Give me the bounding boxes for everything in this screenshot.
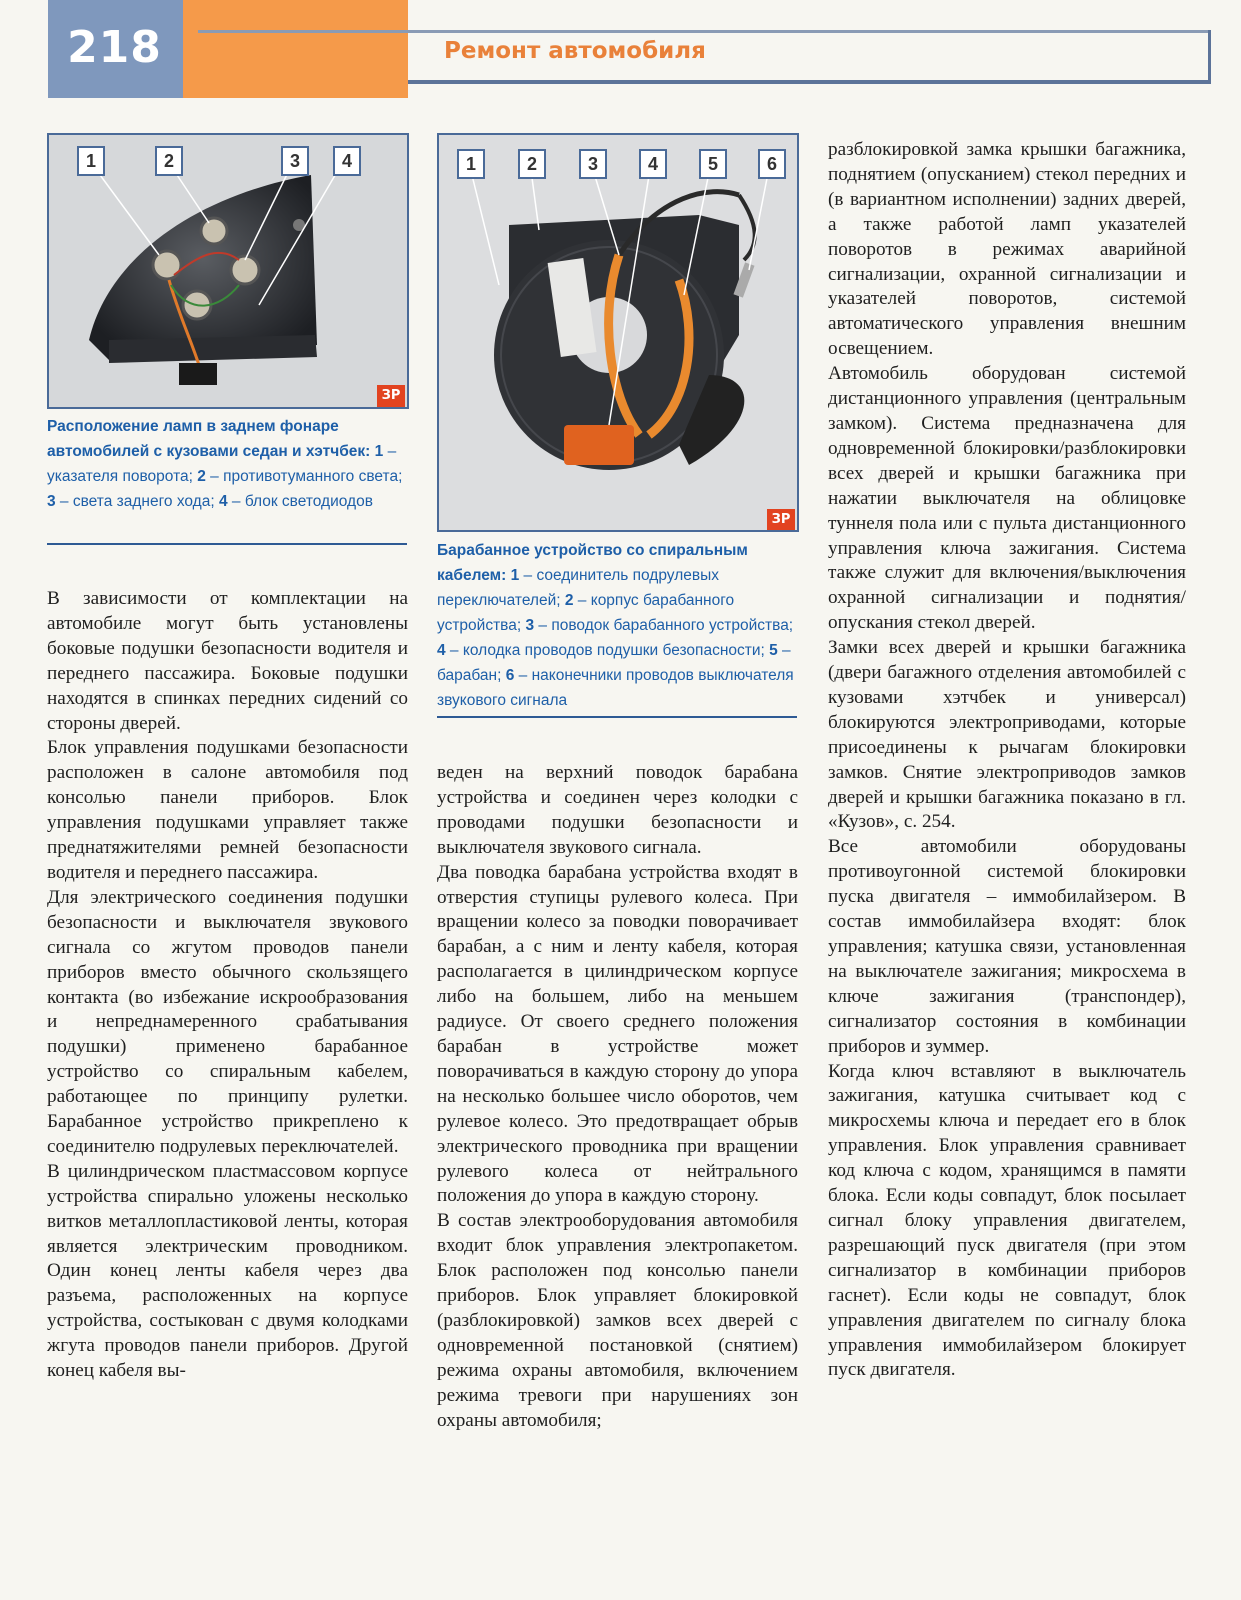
caption-title: Барабанное устройство со спиральным кабелем: — [437, 542, 748, 584]
paragraph: В состав электрооборудования автомобиля входит блок управления электропакетом. Блок расположен под консолью панели приборов. Блок управляет блокировкой (разблокировкой) замков всех дверей с одновременной постановкой (снятием) режима охраны автомобиля, включением режима тревоги при нарушениях зон охраны автомобиля; — [437, 1210, 798, 1431]
callout-3: 3 — [579, 149, 607, 179]
clock-spring-illustration — [439, 135, 797, 530]
text-column-2 — [437, 761, 798, 1433]
figure-rear-lamp — [47, 133, 409, 409]
paragraph: Когда ключ вставляют в выключатель зажигания, катушка считывает код с микросхемы ключа и передает его в блок управления. Блок управления сравнивает код ключа с кодом, хранящимся в памяти блока. Если коды совпадут, блок посылает сигнал блоку управления двигателем, разрешающий пуск двигателя (при этом сигнализатор в комбинации приборов гаснет). Если коды не совпадут, блок управления двигателем по сигналу блока управления иммобилайзером блокирует пуск двигателя. — [828, 1060, 1186, 1381]
paragraph: Блок управления подушками безопасности расположен в салоне автомобиля под консолью панели приборов. Блок управления подушками управляет также преднатяжителями ремней безопасности водителя и переднего пассажира. — [47, 737, 408, 883]
paragraph: разблокировкой замка крышки багажника, поднятием (опусканием) стекол передних и (в вариантном исполнении) задних дверей, а также работой ламп указателей поворотов в режимах аварийной сигнализации, охранной сигнализации и указателей поворотов, системой автоматического управления внешним освещением. — [828, 139, 1186, 360]
callout-4: 4 — [333, 146, 361, 176]
caption-item-text: противотуманного света; — [223, 468, 403, 485]
caption-item-num: 4 — [437, 642, 446, 659]
caption-item-text: колодка проводов подушки безопасности; — [462, 642, 765, 659]
zr-logo: ЗР — [767, 509, 795, 531]
caption-item-text: поводок барабанного устройства; — [551, 617, 794, 634]
callout-2: 2 — [518, 149, 546, 179]
callout-1: 1 — [77, 146, 105, 176]
paragraph: Все автомобили оборудованы противоугонной системой блокировки пуска двигателя – иммобилайзером. В состав иммобилайзера входят: блок управления; катушка связи, установленная на выключателе зажигания; микросхема в ключе зажигания (транспондер), сигнализатор состояния в комбинации приборов и зуммер. — [828, 836, 1186, 1057]
callout-2: 2 — [155, 146, 183, 176]
paragraph: В цилиндрическом пластмассовом корпусе устройства спирально уложены несколько витков металлопластиковой ленты, которая является электрическим проводником. Один конец ленты кабеля через два разъема, расположенных на корпусе устройства, состыкован с двумя колодками жгута проводов панели приборов. Другой конец кабеля вы- — [47, 1160, 408, 1382]
caption-item-text: указателя поворота; — [47, 468, 193, 485]
callout-5: 5 — [699, 149, 727, 179]
caption-item-num: 6 — [505, 667, 515, 684]
caption-item-text: наконечники проводов выключателя звукового сигнала — [437, 667, 794, 709]
caption-rule — [437, 716, 797, 718]
caption-item-num: 3 — [525, 617, 535, 634]
caption-item-text: блок светодиодов — [244, 493, 373, 510]
section-title: Ремонт автомобиля — [444, 38, 706, 64]
caption-item-num: 1 — [374, 443, 384, 460]
figure-clock-spring — [437, 133, 799, 532]
text-column-3 — [828, 138, 1186, 1383]
figure1-caption: Расположение ламп в заднем фонаре автомобилей с кузовами седан и хэтчбек: 1 – указателя поворота; 2 – противотуманного света; 3 – света заднего хода; 4 – блок светодиодов — [47, 418, 403, 510]
paragraph: Автомобиль оборудован системой дистанционного управления (центральным замком). Система предназначена для одновременной блокировки/разблокировки всех дверей и крышки багажника при нажатии выключателя на облицовке туннеля пола или с пульта дистанционного управления ключа зажигания. Система также служит для включения/выключения охранной сигнализации и поднятия/опускания стекол дверей. — [828, 363, 1186, 634]
caption-item-text: соединитель подрулевых переключателей; — [437, 567, 720, 609]
caption-item-num: 2 — [197, 468, 206, 485]
caption-title: Расположение ламп в заднем фонаре автомобилей с кузовами седан и хэтчбек: — [47, 418, 371, 460]
zr-logo: ЗР — [377, 385, 405, 407]
callout-4: 4 — [639, 149, 667, 179]
figure2-caption: Барабанное устройство со спиральным кабелем: 1 – соединитель подрулевых переключателей; 2 – корпус барабанного устройства; 3 – поводок барабанного устройства; 4 – колодка проводов подушки безопасности; 5 – барабан; 6 – наконечники проводов выключателя звукового сигнала — [437, 542, 794, 709]
caption-item-text: барабан; — [437, 667, 502, 684]
paragraph: веден на верхний поводок барабана устройства и соединен через колодки с проводами подушки безопасности и выключателя звукового сигнала. — [437, 762, 798, 858]
caption-item-num: 4 — [218, 493, 228, 510]
caption-item-num: 5 — [769, 642, 778, 659]
caption-item-text: корпус барабанного устройства; — [437, 592, 735, 634]
caption-item-num: 3 — [47, 493, 56, 510]
paragraph: Замки всех дверей и крышки багажника (двери багажного отделения автомобилей с кузовами хэтчбек и универсал) блокируются электроприводами, которые присоединены к рычагам блокировки замков. Снятие электроприводов замков дверей и крышки багажника показано в гл. «Кузов», с. 254. — [828, 637, 1186, 833]
caption-item-text: света заднего хода; — [72, 493, 215, 510]
caption-rule — [47, 543, 407, 545]
paragraph: В зависимости от комплектации на автомобиле могут быть установлены боковые подушки безопасности водителя и переднего пассажира. Боковые подушки находятся в спинках передних сидений со стороны дверей. — [47, 588, 408, 734]
header-accent-block — [183, 0, 408, 98]
callout-6: 6 — [758, 149, 786, 179]
callout-1: 1 — [457, 149, 485, 179]
callout-3: 3 — [281, 146, 309, 176]
paragraph: Для электрического соединения подушки безопасности и выключателя звукового сигнала со жгутом проводов панели приборов вместо обычного скользящего контакта (во избежание искрообразования и непреднамеренного срабатывания подушки) применено барабанное устройство со спиральным кабелем, работающее по принципу рулетки. Барабанное устройство прикреплено к соединителю подрулевых переключателей. — [47, 886, 408, 1157]
page-number: 218 — [67, 22, 162, 73]
text-column-1 — [47, 587, 408, 1384]
paragraph: Два поводка барабана устройства входят в отверстия ступицы рулевого колеса. При вращении колесо за поводки поворачивает барабан, а с ним и ленту кабеля, которая располагается в цилиндрическом корпусе либо на большем, либо на меньшем радиусе. От своего среднего положения барабан в устройстве может поворачиваться в каждую сторону до упора на несколько большее число оборотов, чем рулевое колесо. Это предотвращает обрыв электрического проводника при вращении рулевого колеса от нейтрального положения до упора в каждую сторону. — [437, 861, 798, 1207]
caption-item-num: 1 — [510, 567, 520, 584]
caption-item-num: 2 — [564, 592, 574, 609]
